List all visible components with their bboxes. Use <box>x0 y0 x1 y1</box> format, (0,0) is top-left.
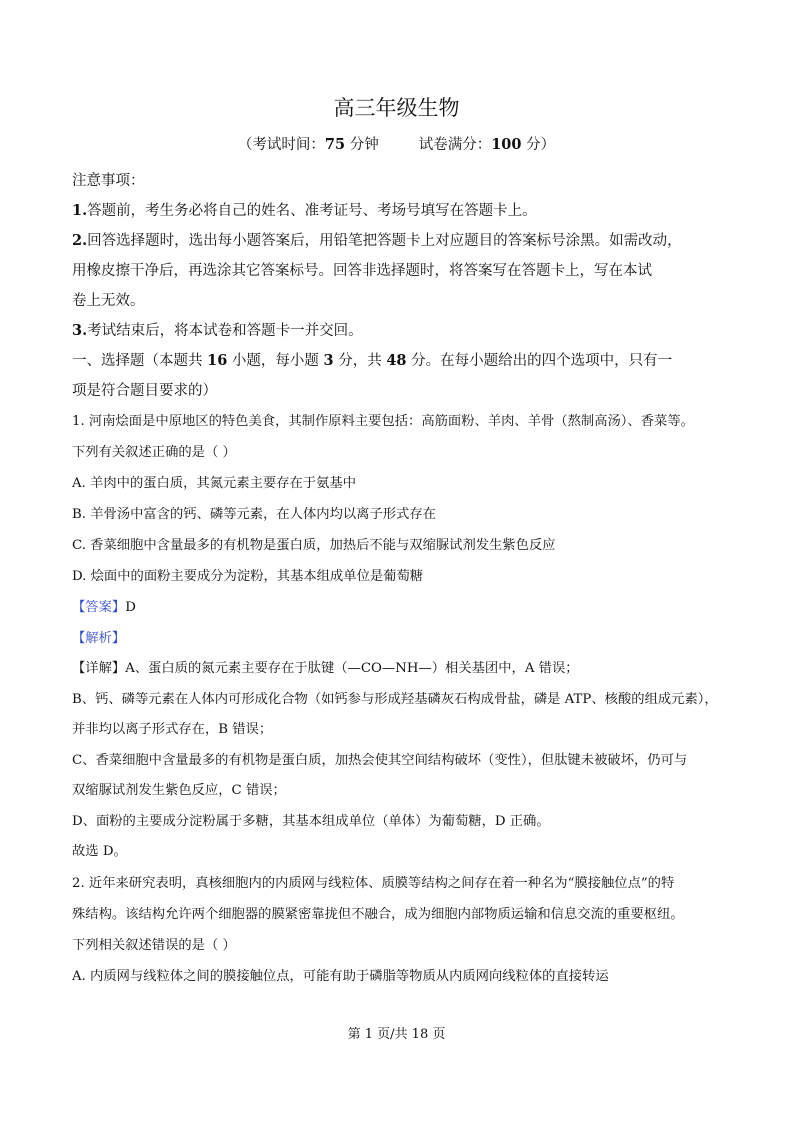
q1-option-c: C. 香菜细胞中含量最多的有机物是蛋白质，加热后不能与双缩脲试剂发生紫色反应 <box>72 538 556 553</box>
q1-detail-line-5: 双缩脲试剂发生紫色反应，C 错误； <box>72 783 286 798</box>
notice-item-1: 1.答题前，考生务必将自己的姓名、准考证号、考场号填写在答题卡上。 <box>72 202 537 219</box>
score-close: 分） <box>526 137 556 153</box>
score-label: 试卷满分： <box>418 137 492 153</box>
q2-stem-line-2: 殊结构。该结构允许两个细胞器的膜紧密靠拢但不融合，成为细胞内部物质运输和信息交流的重要枢纽。 <box>72 906 684 922</box>
q1-option-d: D. 烩面中的面粉主要成分为淀粉，其基本组成单位是葡萄糖 <box>72 569 424 584</box>
exam-content <box>72 166 728 992</box>
notice-item-2: 2.回答选择题时，选出每小题答案后，用铅笔把答题卡上对应题目的答案标号涂黑。如需改动， <box>72 232 682 249</box>
notice-item-3: 3.考试结束后，将本试卷和答题卡一并交回。 <box>72 322 363 339</box>
q1-option-b: B. 羊骨汤中富含的钙、磷等元素，在人体内均以离子形式存在 <box>72 507 436 522</box>
notice-heading: 注意事项： <box>72 173 145 189</box>
q1-detail-line-1: 【详解】A、蛋白质的氮元素主要存在于肽键（—CO—NH—）相关基团中，A 错误； <box>72 661 579 676</box>
section-heading-line-2: 项是符合题目要求的） <box>72 383 217 399</box>
notice-item-2-line-3: 卷上无效。 <box>72 293 145 309</box>
q1-stem-line-2: 下列有关叙述正确的是（ ） <box>72 445 236 460</box>
time-unit: 分钟 <box>349 137 379 153</box>
q1-detail-line-4: C、香菜细胞中含量最多的有机物是蛋白质，加热会使其空间结构破坏（变性），但肽键未被破坏，仍可与 <box>72 752 688 768</box>
exam-title: 高三年级生物 <box>333 96 460 120</box>
q2-stem-line-3: 下列相关叙述错误的是（ ） <box>72 937 236 953</box>
q2-option-a: A. 内质网与线粒体之间的膜接触位点，可能有助于磷脂等物质从内质网向线粒体的直接转运 <box>72 968 609 984</box>
q1-analysis-tag: 【解析】 <box>72 631 126 646</box>
time-value: 75 <box>324 136 346 153</box>
answer-value: D <box>125 600 136 615</box>
q1-conclusion: 故选 D。 <box>72 844 127 859</box>
q2-stem: 2. 近年来研究表明，真核细胞内的内质网与线粒体、质膜等结构之间存在着一种名为“膜接触位点”的特 <box>72 875 675 891</box>
time-label: （考试时间： <box>237 137 325 153</box>
score-value: 100 <box>491 136 522 153</box>
q1-detail-line-3: 并非均以离子形式存在，B 错误； <box>72 722 273 737</box>
exam-info <box>0 133 793 157</box>
section-heading: 一、选择题（本题共 16 小题，每小题 3 分，共 48 分。在每小题给出的四个选项中，只有一 <box>72 352 673 369</box>
answer-tag: 【答案】 <box>72 600 126 615</box>
page-footer: 第 1 页/共 18 页 <box>347 1027 446 1042</box>
q1-stem: 1. 河南烩面是中原地区的特色美食，其制作原料主要包括：高筋面粉、羊肉、羊骨（熬制高汤）、香菜等。 <box>72 414 694 429</box>
notice-item-2-line-2: 用橡皮擦干净后，再选涂其它答案标号。回答非选择题时，将答案写在答题卡上，写在本试 <box>72 263 652 279</box>
q1-detail-line-2: B、钙、磷等元素在人体内可形成化合物（如钙参与形成羟基磷灰石构成骨盐，磷是 ATP、核酸的组成元素）， <box>72 691 718 707</box>
detail-tag: 【详解】 <box>72 661 126 676</box>
q1-answer <box>72 592 728 623</box>
q1-option-a: A. 羊肉中的蛋白质，其氮元素主要存在于氨基中 <box>72 476 356 491</box>
q1-detail-line-6: D、面粉的主要成分淀粉属于多糖，其基本组成单位（单体）为葡萄糖，D 正确。 <box>72 813 550 829</box>
